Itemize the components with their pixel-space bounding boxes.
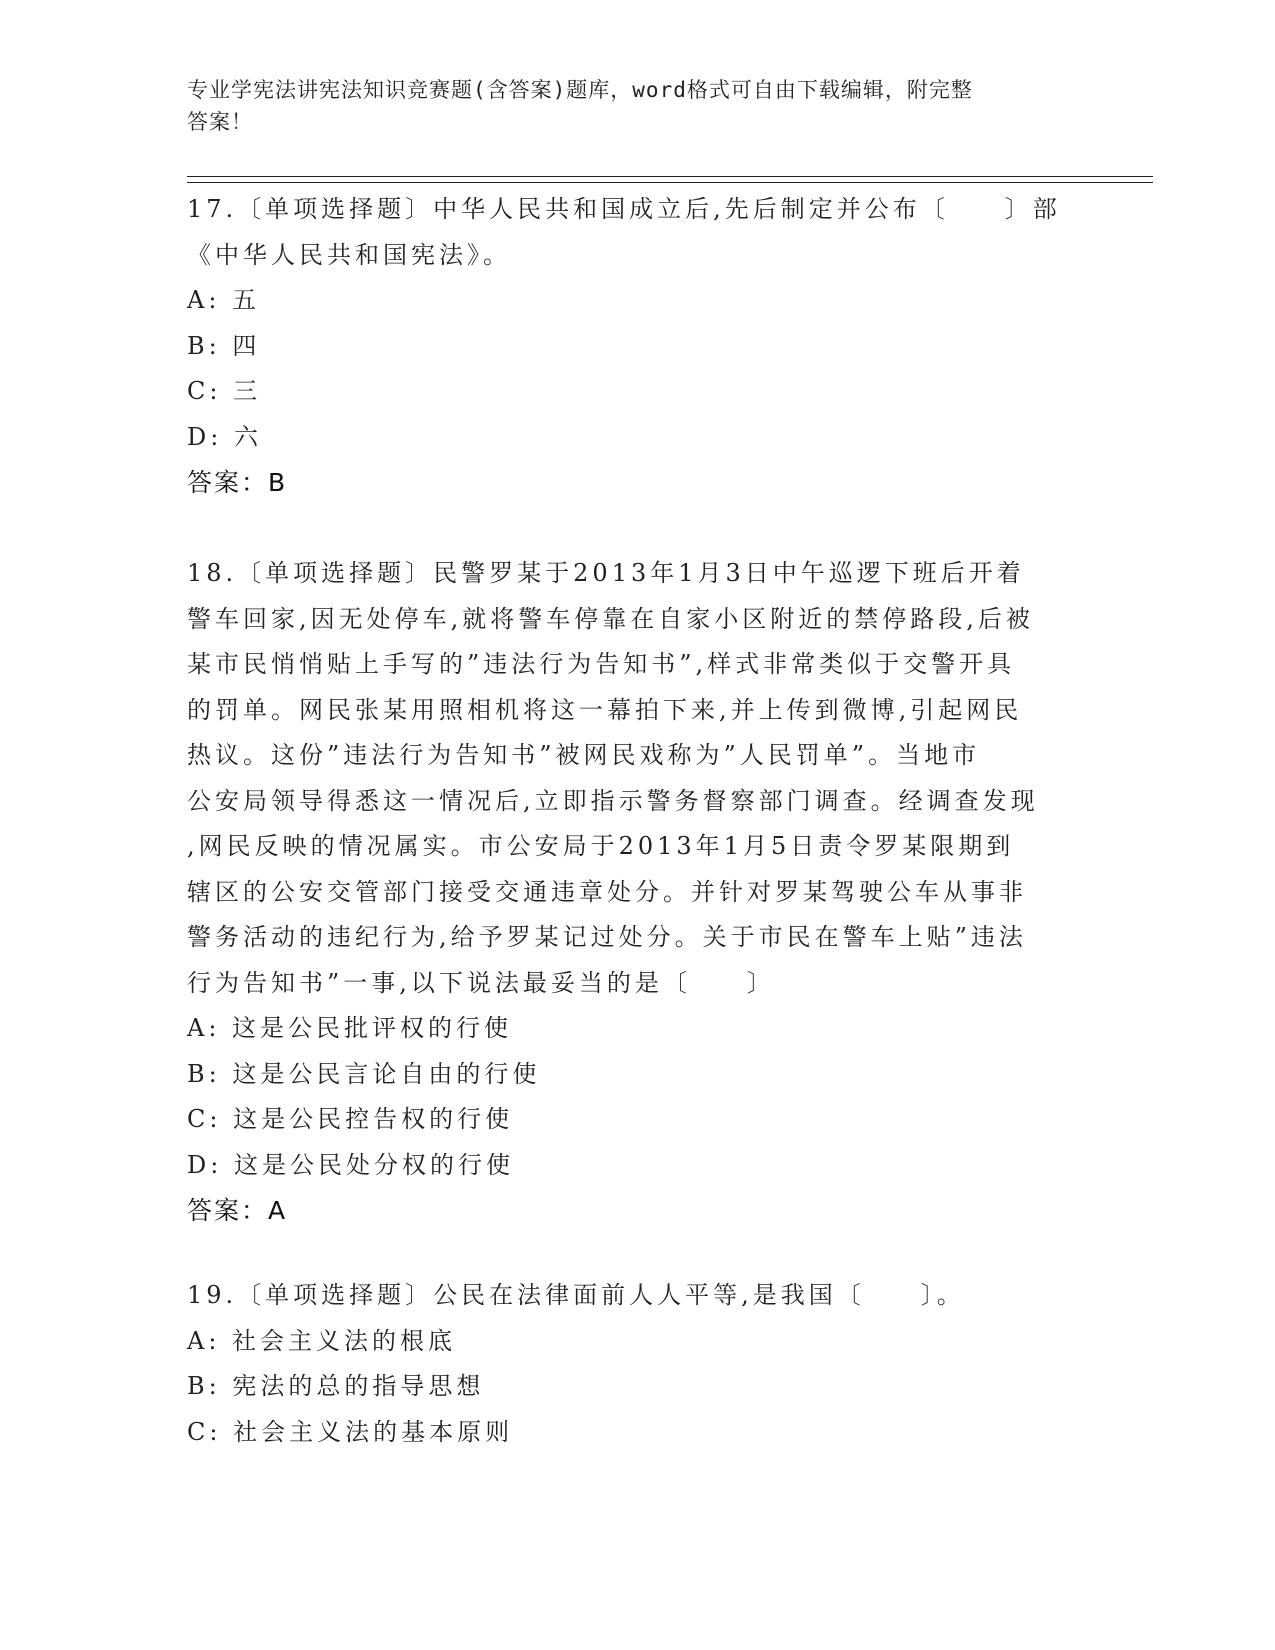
header-divider-top (187, 176, 1153, 177)
option-c: C: 这是公民控告权的行使 (187, 1105, 514, 1133)
header-divider-bottom (187, 182, 1153, 183)
question-stem-line: 公安局领导得悉这一情况后,立即指示警务督察部门调查。经调查发现 (187, 786, 1039, 815)
option-a: A: 这是公民批评权的行使 (187, 1014, 513, 1042)
question-stem-line: 18.〔单项选择题〕民警罗某于2013年1月3日中午巡逻下班后开着 (187, 559, 1025, 587)
question-stem-line: 警车回家,因无处停车,就将警车停靠在自家小区附近的禁停路段,后被 (187, 604, 1034, 633)
option-c: C: 三 (187, 377, 262, 405)
option-b: B: 宪法的总的指导思想 (187, 1372, 485, 1400)
question-stem-line: 警务活动的违纪行为,给予罗某记过处分。关于市民在警车上贴”违法 (187, 923, 1027, 951)
answer-line: 答案：B (187, 468, 288, 497)
option-a: A: 社会主义法的根底 (187, 1326, 457, 1355)
option-c: C: 社会主义法的基本原则 (187, 1417, 514, 1446)
question-stem-line: ,网民反映的情况属实。市公安局于2013年1月5日责令罗某限期到 (187, 832, 1015, 860)
option-b: B: 这是公民言论自由的行使 (187, 1059, 541, 1088)
option-d: D: 六 (187, 422, 262, 451)
question-stem-line: 某市民悄悄贴上手写的”违法行为告知书”,样式非常类似于交警开具 (187, 650, 1016, 678)
header-line-1: 专业学宪法讲宪法知识竞赛题(含答案)题库，word格式可自由下载编辑，附完整 (187, 78, 973, 102)
header-line-2: 答案！ (187, 110, 253, 134)
question-18 (187, 551, 1067, 1234)
option-a: A: 五 (187, 286, 261, 314)
question-stem-line: 《中华人民共和国宪法》。 (187, 240, 511, 269)
answer-line: 答案：A (187, 1196, 288, 1225)
question-17 (187, 187, 1067, 506)
document-header-note (187, 74, 1067, 138)
option-d: D: 这是公民处分权的行使 (187, 1150, 514, 1179)
question-19 (187, 1273, 1067, 1455)
question-stem-line: 17.〔单项选择题〕中华人民共和国成立后,先后制定并公布〔 〕部 (187, 195, 1061, 223)
question-stem-line: 的罚单。网民张某用照相机将这一幕拍下来,并上传到微博,引起网民 (187, 695, 1023, 724)
question-stem-line: 热议。这份”违法行为告知书”被网民戏称为”人民罚单”。当地市 (187, 741, 981, 769)
question-stem-line: 辖区的公安交管部门接受交通违章处分。并针对罗某驾驶公车从事非 (187, 877, 1027, 906)
option-b: B: 四 (187, 331, 261, 360)
question-stem-line: 行为告知书”一事,以下说法最妥当的是〔 〕 (187, 968, 775, 997)
question-stem-line: 19.〔单项选择题〕公民在法律面前人人平等,是我国〔 〕。 (187, 1281, 965, 1309)
